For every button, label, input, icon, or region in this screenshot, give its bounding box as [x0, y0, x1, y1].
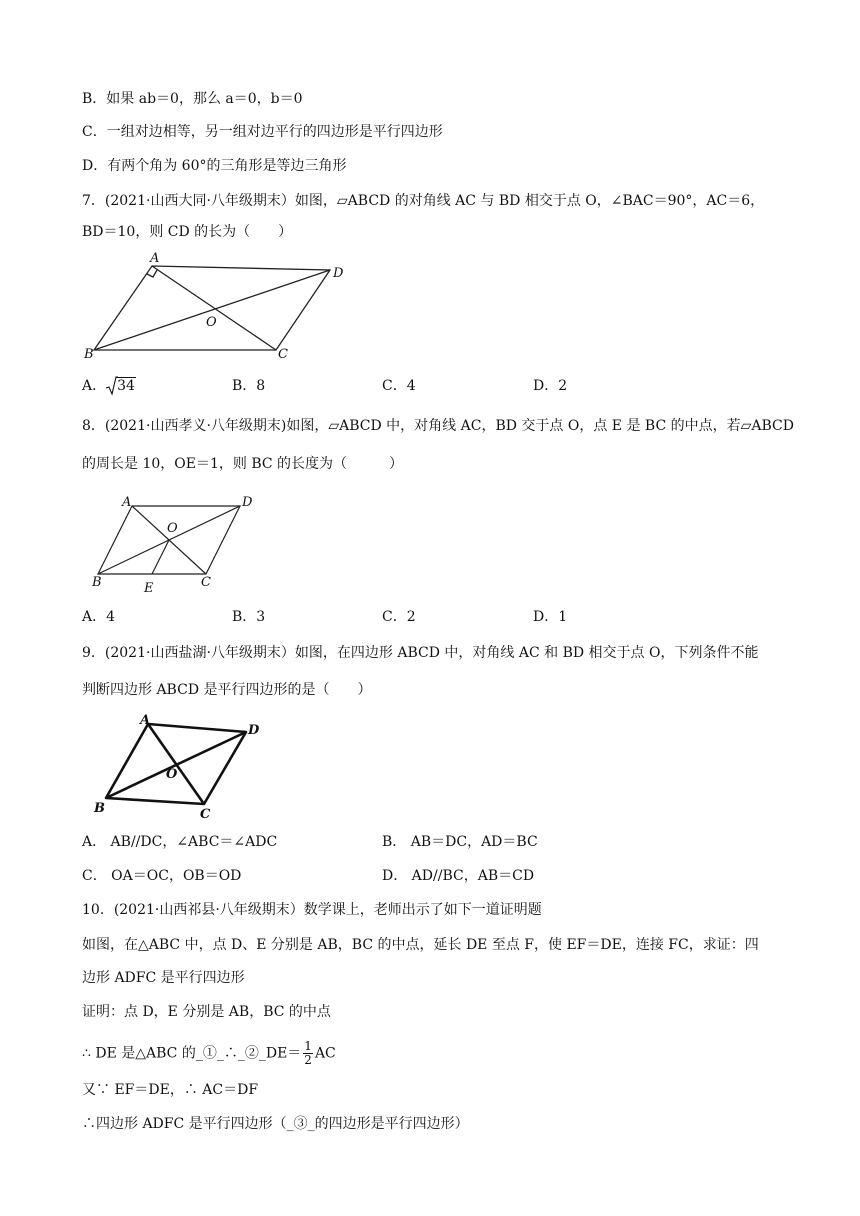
radical-sign-icon [106, 376, 118, 396]
q7-option-c: C．4 [382, 378, 416, 394]
q10-proof-line2: ∴ DE 是△ABC 的_①_∴_②_DE＝ $\frac{1}{2}$ AC [82, 1039, 336, 1067]
sqrt-34: 34 [106, 376, 136, 396]
q7-option-a: A． 34 [82, 378, 135, 394]
q7-diagonal-ac [152, 266, 276, 350]
q9-label-c: C [200, 807, 211, 822]
q8-label-b: B [92, 575, 102, 590]
q8-option-c: C．2 [382, 609, 416, 625]
q10-proof-line4: ∴四边形 ADFC 是平行四边形（_③_的四边形是平行四边形） [82, 1116, 469, 1132]
q9-quadrilateral-figure [88, 712, 268, 822]
q9-label-d: D [248, 723, 260, 738]
q7-stem-line1: 7．(2021·山西大同·八年级期末）如图，▱ABCD 的对角线 AC 与 BD 相交于点 O，∠BAC＝90°，AC＝6， [82, 193, 765, 209]
q9-stem-line2: 判断四边形 ABCD 是平行四边形的是（ ） [82, 682, 372, 698]
q8-parallelogram-figure [86, 490, 261, 596]
fraction-one-half: $\frac{1}{2}$ [304, 1039, 312, 1067]
q7-diagonal-bd [94, 270, 330, 350]
q9-diagonal-bd [106, 732, 246, 798]
q7-option-d: D．2 [533, 378, 568, 394]
q9-option-b: B． AB＝DC，AD＝BC [382, 834, 538, 850]
q7-label-d: D [333, 266, 344, 281]
q10-stem-line1: 10．(2021·山西祁县·八年级期末）数学课上，老师出示了如下一道证明题 [82, 902, 542, 918]
q8-segment-oe [152, 540, 169, 574]
q8-label-c: C [201, 575, 211, 590]
q9-stem-line1: 9．(2021·山西盐湖·八年级期末）如图，在四边形 ABCD 中，对角线 AC 和 BD 相交于点 O，下列条件不能 [82, 645, 759, 661]
q7-label-a: A [150, 251, 160, 266]
q9-option-d: D． AD//BC，AB＝CD [382, 868, 535, 884]
option-b-q6: B．如果 ab＝0，那么 a＝0，b＝0 [82, 91, 303, 107]
q8-stem-line2: 的周长是 10，OE＝1，则 BC 的长度为（ ） [82, 456, 404, 472]
option-d-q6: D．有两个角为 60°的三角形是等边三角形 [82, 158, 347, 174]
q9-option-c: C． OA＝OC，OB＝OD [82, 868, 242, 884]
q10-stem-line2: 如图，在△ABC 中，点 D、E 分别是 AB，BC 的中点，延长 DE 至点 F，使 EF＝DE，连接 FC，求证：四 [82, 937, 759, 953]
q10-proof-line1: 证明：点 D，E 分别是 AB，BC 的中点 [82, 1004, 331, 1020]
option-c-q6: C．一组对边相等，另一组对边平行的四边形是平行四边形 [82, 124, 443, 140]
q9-label-a: A [140, 713, 151, 728]
q9-label-o: O [166, 767, 178, 782]
q9-label-b: B [94, 801, 105, 816]
q7-stem-line2: BD＝10，则 CD 的长为（ ） [82, 224, 293, 240]
q9-option-a: A． AB//DC，∠ABC＝∠ADC [82, 834, 278, 850]
q7-parallelogram-figure [82, 250, 352, 362]
q8-label-d: D [242, 495, 253, 510]
q8-stem-line1: 8．(2021·山西孝义·八年级期末)如图，▱ABCD 中，对角线 AC，BD 交于点 O，点 E 是 BC 的中点，若▱ABCD [82, 418, 794, 434]
q7-label-c: C [278, 347, 288, 362]
q8-label-o: O [167, 521, 178, 536]
q7-label-o: O [206, 315, 217, 330]
q8-label-a: A [122, 495, 132, 510]
q10-proof-line3: 又∵ EF＝DE，∴ AC＝DF [82, 1082, 259, 1098]
q7-option-b: B．8 [232, 378, 266, 394]
q8-option-b: B．3 [232, 609, 266, 625]
q8-label-e: E [144, 581, 154, 596]
q8-option-d: D．1 [533, 609, 568, 625]
q8-option-a: A．4 [82, 609, 116, 625]
q7-label-b: B [84, 347, 94, 362]
q10-stem-line3: 边形 ADFC 是平行四边形 [82, 970, 245, 986]
